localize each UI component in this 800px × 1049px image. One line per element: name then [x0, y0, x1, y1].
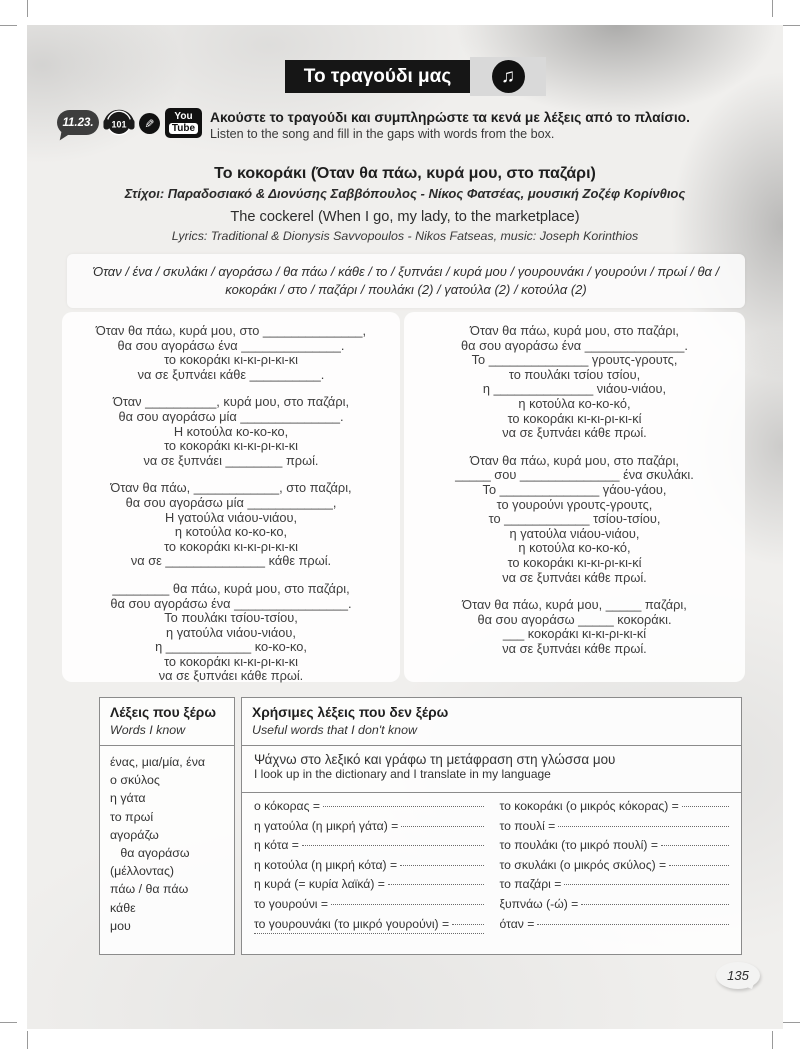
lyric-stanza [404, 598, 745, 656]
lyric-line: Όταν θα πάω, κυρά μου, στο παζάρι, [470, 452, 679, 468]
known-word: ο σκύλος [110, 773, 160, 788]
vocab-known-header-english: Words I know [110, 723, 186, 737]
vocab-lookup-english: I look up in the dictionary and I translate in my language [254, 767, 551, 781]
lyric-line: η ______________ νιάου-νιάου, [482, 381, 667, 397]
lyric-line: θα σου αγοράσω ένα ______________. [117, 337, 345, 353]
lyric-line: Όταν θα πάω, κυρά μου, στο ______________, [95, 323, 367, 338]
dictionary-entry [500, 917, 730, 937]
vocab-lookup-header [242, 746, 741, 793]
dictionary-term: ξυπνάω (-ώ) = [499, 896, 579, 911]
dotted-answer-line [581, 904, 729, 905]
dictionary-entry [254, 897, 484, 917]
song-title-english: The cockerel (When I go, my lady, to the marketplace) [230, 209, 580, 225]
known-word: το πρωί [110, 809, 154, 824]
known-words-list [100, 746, 234, 935]
dictionary-entry [500, 858, 730, 878]
dictionary-entry [254, 799, 484, 819]
dictionary-term: το πουλάκι (το μικρό πουλί) = [499, 838, 658, 853]
lyric-line: το κοκοράκι κι-κι-ρι-κι-κι [164, 352, 298, 368]
dictionary-term: ο κόκορας = [254, 799, 320, 813]
lyric-line: η κοτούλα κο-κο-κο, [174, 524, 288, 540]
dictionary-entry [254, 838, 484, 858]
lyric-line: να σε ξυπνάει κάθε __________. [137, 366, 325, 382]
dictionary-entry [254, 877, 484, 897]
dotted-answer-line [331, 904, 483, 905]
vocab-unknown-header [242, 698, 741, 746]
known-word: αγοράζω [110, 827, 159, 842]
song-title-block [40, 163, 770, 245]
youtube-icon [165, 108, 202, 138]
dotted-answer-line [537, 924, 729, 925]
song-title-greek: Το κοκοράκι (Όταν θα πάω, κυρά μου, στο παζάρι) [214, 165, 596, 182]
music-note-icon: ♫ [492, 60, 525, 93]
instruction-block [210, 110, 770, 142]
instruction-english: Listen to the song and fill in the gaps with words from the box. [210, 127, 555, 141]
word-box [67, 254, 745, 308]
dictionary-term: το σκυλάκι (ο μικρός σκύλος) = [499, 857, 667, 872]
crop-mark [783, 1022, 800, 1023]
lyric-line: Το ______________ γάου-γάου, [482, 481, 667, 497]
lyric-stanza [62, 481, 400, 569]
dictionary-entry [500, 819, 730, 839]
lyric-line: ___ κοκοράκι κι-κι-ρι-κι-κί [502, 626, 647, 642]
section-title-bar [285, 60, 470, 93]
lyric-line: το γουρούνι γρουτς-γρουτς, [496, 496, 653, 512]
song-credits-english: Lyrics: Traditional & Dionysis Savvopoulos - Nikos Fatseas, music: Joseph Korinthios [171, 229, 639, 243]
lyric-line: Η κοτούλα κο-κο-κο, [173, 423, 289, 439]
crop-mark [772, 0, 773, 17]
dictionary-entry [254, 936, 484, 956]
lyric-line: η γατούλα νιάου-νιάου, [509, 525, 640, 541]
dotted-answer-line [400, 865, 483, 866]
page-number-bubble [716, 962, 760, 989]
dotted-answer-line [302, 845, 484, 846]
dictionary-term: το παζάρι = [499, 877, 562, 892]
lyric-line: το κοκοράκι κι-κι-ρι-κι-κι [164, 653, 298, 669]
known-word: η γάτα [110, 791, 146, 806]
vocab-lookup-greek: Ψάχνω στο λεξικό και γράφω τη μετάφραση στη γλώσσα μου [254, 752, 616, 767]
dictionary-term: η γατούλα (η μικρή γάτα) = [254, 818, 399, 833]
exercise-number-badge [57, 110, 99, 135]
lyric-line: να σε ξυπνάει ________ πρωί. [143, 452, 319, 468]
lyric-line: το πουλάκι τσίου τσίου, [508, 366, 641, 382]
lyric-line: ________ θα πάω, κυρά μου, στο παζάρι, [112, 580, 350, 596]
crop-mark [27, 1031, 28, 1049]
known-word: πάω / θα πάω [110, 882, 189, 897]
lyric-line: θα σου αγοράσω μία ______________. [118, 408, 344, 424]
dotted-answer-line [452, 924, 483, 925]
lyric-line: Όταν __________, κυρά μου, στο παζάρι, [113, 394, 349, 410]
dictionary-entry [500, 877, 730, 897]
lyric-line: να σε ξυπνάει κάθε πρωί. [502, 640, 647, 656]
dictionary-term: η κότα = [254, 838, 299, 853]
lyric-line: θα σου αγοράσω ένα ________________. [110, 595, 352, 611]
track-number: 101 [111, 119, 127, 130]
lyric-line: θα σου αγοράσω _____ κοκοράκι. [477, 611, 672, 627]
page-number: 135 [727, 968, 749, 983]
dictionary-column-left [254, 799, 484, 956]
crop-mark [0, 1022, 17, 1023]
lyric-line: Όταν θα πάω, κυρά μου, _____ παζάρι, [462, 597, 687, 613]
dictionary-area [242, 793, 741, 956]
dotted-answer-line [682, 806, 729, 807]
youtube-label-top: You [174, 111, 193, 122]
crop-mark [772, 1031, 773, 1049]
lyric-line: Η γατούλα νιάου-νιάου, [164, 509, 298, 525]
lyric-line: το ____________ τσίου-τσίου, [488, 511, 661, 527]
dictionary-entry [500, 799, 730, 819]
lyric-line: το κοκοράκι κι-κι-ρι-κι-κι [164, 538, 298, 554]
music-tile [470, 57, 546, 96]
dictionary-term: η κυρά (= κυρία λαϊκά) = [254, 877, 385, 892]
known-word: θα αγοράσω (μέλλοντας) [110, 846, 194, 879]
known-word: μου [110, 918, 131, 933]
dictionary-term: το πουλί = [499, 818, 556, 833]
lyric-line: το κοκοράκι κι-κι-ρι-κι-κι [164, 438, 298, 454]
dotted-answer-line [564, 884, 729, 885]
headphones-track-icon [103, 106, 135, 143]
youtube-label-bottom: Tube [169, 123, 198, 134]
instruction-greek: Ακούστε το τραγούδι και συμπληρώστε τα κενά με λέξεις από το πλαίσιο. [210, 110, 690, 125]
exercise-number: 11.23. [62, 116, 94, 129]
lyric-line: να σε ξυπνάει κάθε πρωί. [502, 569, 647, 585]
lyric-line: θα σου αγοράσω ένα ______________. [461, 337, 688, 353]
dotted-answer-line [254, 933, 484, 934]
dotted-answer-line [323, 806, 484, 807]
dictionary-term: το γουρούνι = [254, 896, 329, 911]
crop-mark [783, 25, 800, 26]
lyric-line: θα σου αγοράσω μία ____________, [125, 494, 337, 510]
lyric-stanza [62, 324, 400, 382]
lyric-line: Το πουλάκι τσίου-τσίου, [164, 610, 298, 626]
lyric-line: _____ σου ______________ ένα σκυλάκι. [455, 467, 694, 483]
dictionary-entry [500, 897, 730, 917]
lyric-line: η κοτούλα κο-κο-κό, [518, 540, 631, 556]
song-credits-greek: Στίχοι: Παραδοσιακό & Διονύσης Σαββόπουλος - Νίκος Φατσέας, μουσική Ζοζέφ Κορίνθιος [124, 186, 686, 201]
lyric-line: Όταν θα πάω, ____________, στο παζάρι, [110, 480, 352, 496]
lyric-line: το κοκοράκι κι-κι-ρι-κι-κί [507, 554, 642, 570]
vocab-unknown-column [241, 697, 742, 955]
lyrics-panel-right [404, 312, 745, 682]
dictionary-entry [254, 858, 484, 878]
dictionary-entry [254, 819, 484, 839]
crop-mark [27, 0, 28, 17]
dotted-answer-line [401, 826, 483, 827]
lyric-stanza [62, 395, 400, 468]
dictionary-entry [500, 838, 730, 858]
lyric-line: η ____________ κο-κο-κο, [155, 639, 307, 655]
dotted-answer-line [558, 826, 729, 827]
dotted-answer-line [661, 845, 729, 846]
lyric-line: Το ______________ γρουτς-γρουτς, [471, 352, 678, 368]
dotted-answer-line [388, 884, 484, 885]
known-word: ένας, μια/μία, ένα [110, 755, 206, 769]
vocab-known-column [99, 697, 235, 955]
lyric-stanza [62, 582, 400, 684]
vocab-unknown-header-greek: Χρήσιμες λέξεις που δεν ξέρω [252, 705, 449, 720]
crop-mark [0, 25, 17, 26]
vocab-known-header-greek: Λέξεις που ξέρω [110, 705, 216, 720]
lyric-line: το κοκοράκι κι-κι-ρι-κι-κί [507, 410, 642, 426]
vocab-unknown-header-english: Useful words that I don't know [252, 723, 417, 737]
dictionary-column-right [500, 799, 730, 956]
dictionary-term: το κοκοράκι (ο μικρός κόκορας) = [499, 799, 679, 813]
dictionary-term: το γουρουνάκι (το μικρό γουρούνι) = [254, 916, 450, 931]
lyric-line: να σε ξυπνάει κάθε πρωί. [502, 425, 647, 441]
vocab-known-header [100, 698, 234, 746]
page-content-area [27, 25, 783, 1029]
lyric-stanza [404, 454, 745, 585]
dotted-answer-line [669, 865, 729, 866]
lyrics-panel-left [62, 312, 400, 682]
lyric-line: η κοτούλα κο-κο-κό, [518, 395, 631, 411]
section-title: Το τραγούδι μας [303, 65, 452, 87]
lyric-line: η γατούλα νιάου-νιάου, [166, 624, 296, 640]
known-word: κάθε [110, 900, 136, 915]
lyric-line: Όταν θα πάω, κυρά μου, στο παζάρι, [470, 323, 679, 338]
lyric-line: να σε ξυπνάει κάθε πρωί. [158, 668, 304, 684]
lyric-line: να σε ______________ κάθε πρωί. [130, 553, 332, 569]
lyric-stanza [404, 324, 745, 441]
word-box-line: Όταν / ένα / σκυλάκι / αγοράσω / θα πάω / κάθε / το / ξυπνάει / κυρά μου / γουρουνάκι / γουρούνι / πρωί / θα / [92, 264, 720, 279]
dictionary-term: η κοτούλα (η μικρή κότα) = [254, 857, 398, 872]
dictionary-term: όταν = [499, 916, 535, 931]
pencil-icon: ✎ [139, 113, 160, 134]
word-box-line: κοκοράκι / στο / παζάρι / πουλάκι (2) / γατούλα (2) / κοτούλα (2) [225, 282, 587, 297]
